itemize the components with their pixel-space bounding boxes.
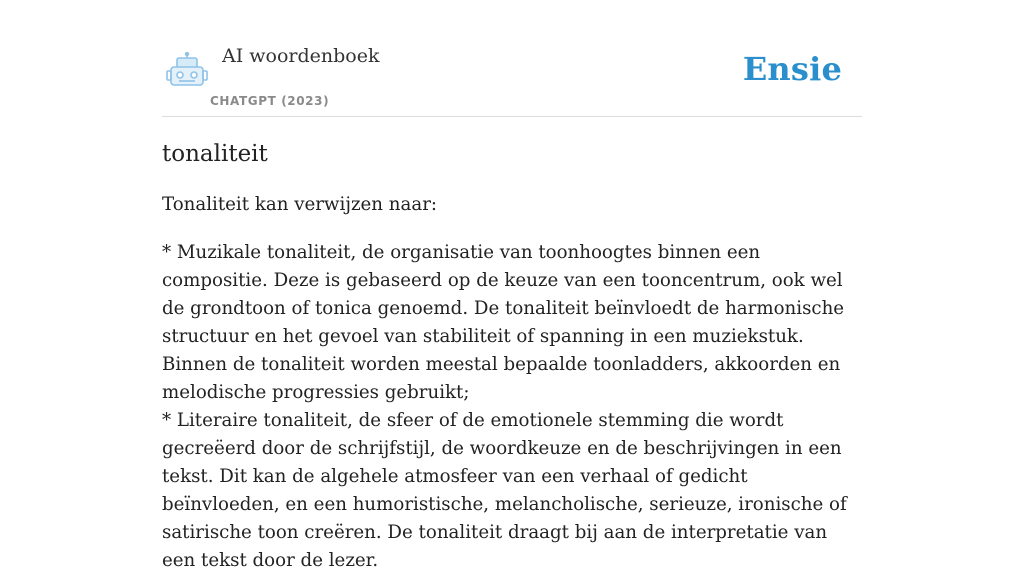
source-title[interactable]: AI woordenboek — [222, 45, 380, 67]
entry-term: tonaliteit — [162, 141, 268, 167]
definition-item: * Literaire tonaliteit, de sfeer of de emotionele stemming die wordt gecreëerd door de schrijfstijl, de woordkeuze en de beschrijvingen in een tekst. Dit kan de algehele atmosfeer van een verhaal of gedicht beïnvloeden, en een humoristische, melancholische, serieuze, ironische of satirische toon creëren. De tonaliteit draagt bij aan de interpretatie van een tekst door de lezer. — [162, 410, 847, 571]
entry-intro: Tonaliteit kan verwijzen naar: — [162, 194, 438, 215]
page — [162, 0, 862, 571]
robot-icon — [166, 52, 208, 88]
source-subtitle: CHATGPT (2023) — [210, 94, 330, 108]
source-header — [162, 0, 862, 117]
brand-logo[interactable]: Ensie — [742, 50, 842, 88]
entry-definition — [162, 239, 862, 575]
definition-item: * Muzikale tonaliteit, de organisatie van toonhoogtes binnen een compositie. Deze is gebaseerd op de keuze van een tooncentrum, ook wel de grondtoon of tonica genoemd. De tonaliteit beïnvloedt de harmonische structuur en het gevoel van stabiliteit of spanning in een muziekstuk. Binnen de tonaliteit worden meestal bepaalde toonladders, akkoorden en melodische progressies gebruikt; — [162, 242, 845, 403]
